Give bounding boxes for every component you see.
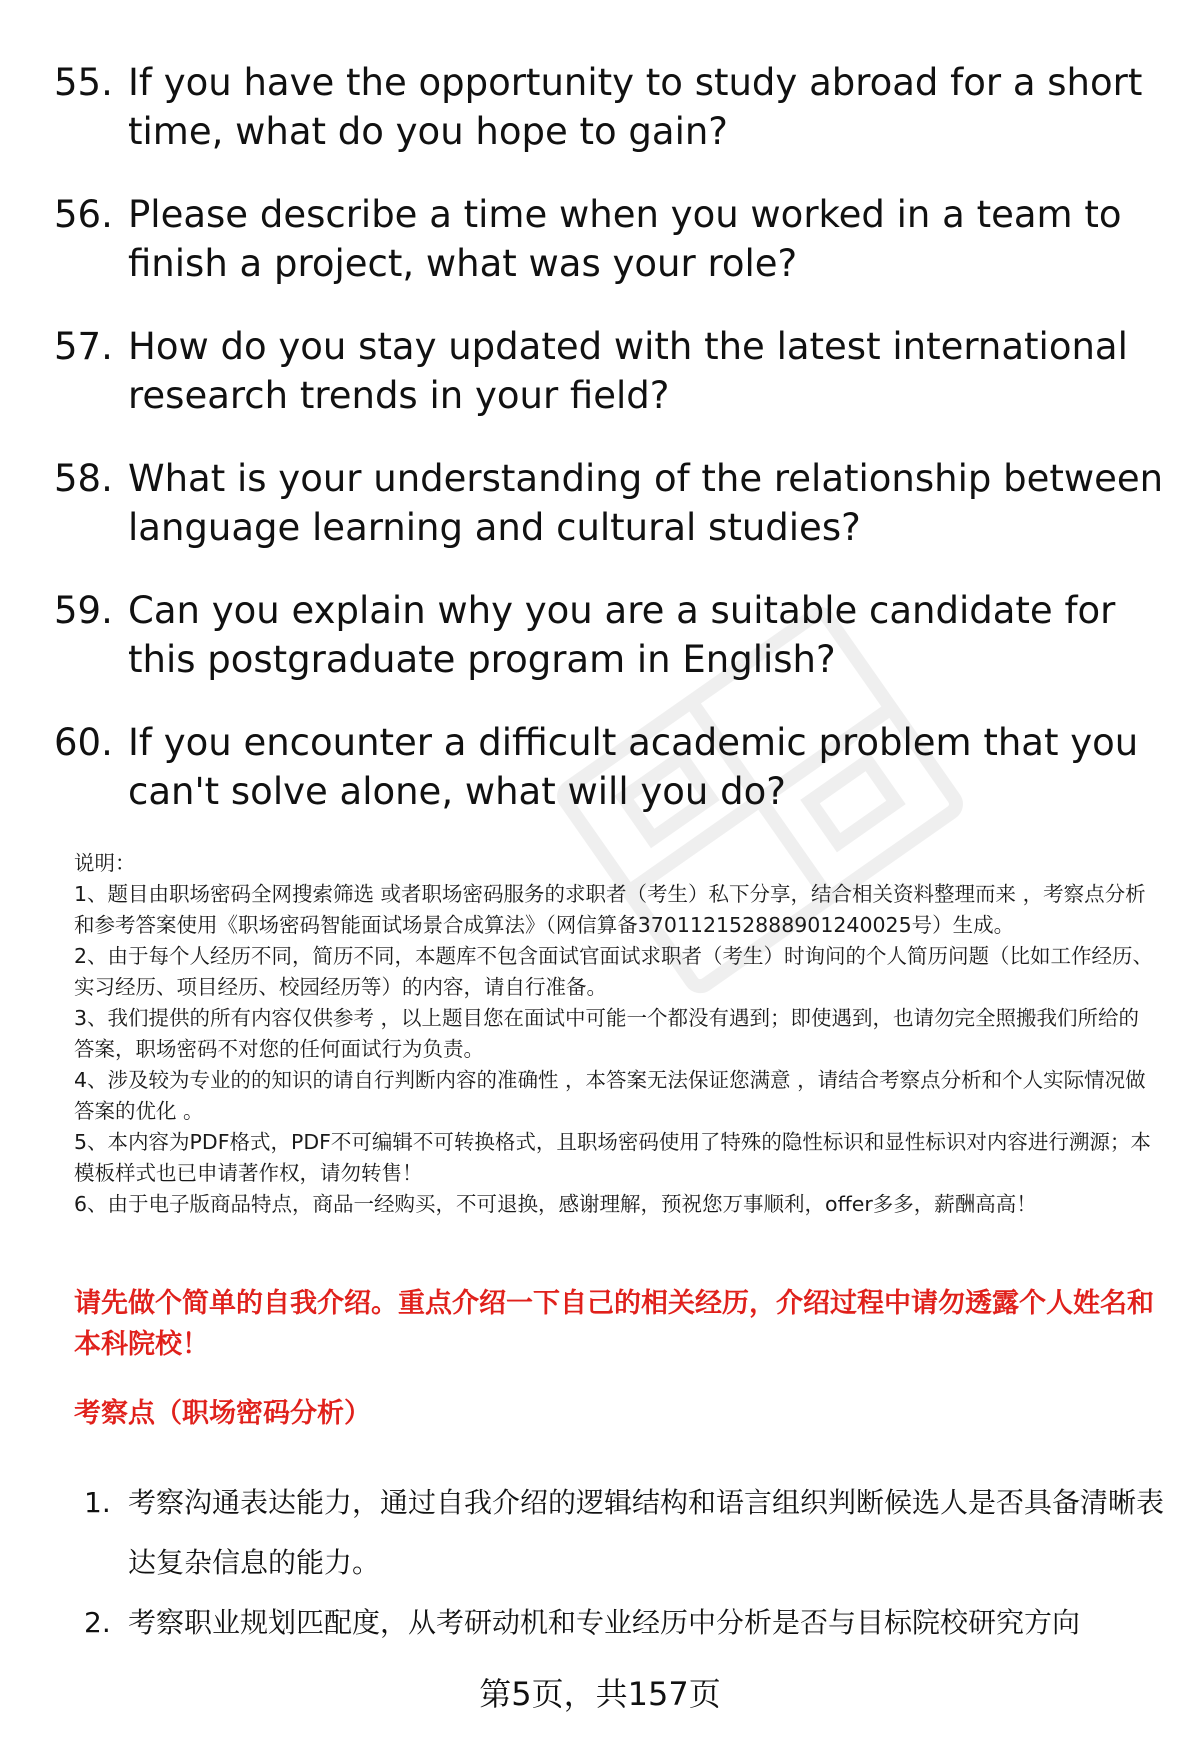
- point-number: 1.: [84, 1486, 111, 1519]
- analysis-points: [84, 1473, 1164, 1653]
- question-number: 56.: [54, 193, 113, 236]
- notes-item: 2、由于每个人经历不同，简历不同，本题库不包含面试官面试求职者（考生）时询问的个人简历问题（比如工作经历、实习经历、项目经历、校园经历等）的内容，请自行准备。: [74, 944, 1154, 999]
- question-text: Can you explain why you are a suitable candidate for this postgraduate program in English?: [128, 589, 1116, 681]
- question-item: [54, 454, 1164, 552]
- question-number: 60.: [54, 721, 113, 764]
- question-item: [54, 190, 1164, 288]
- notes-item: 5、本内容为PDF格式，PDF不可编辑不可转换格式，且职场密码使用了特殊的隐性标识和显性标识对内容进行溯源；本模板样式也已申请著作权，请勿转售！: [74, 1130, 1151, 1185]
- question-number: 55.: [54, 61, 113, 104]
- page-footer: 第5页，共157页: [479, 1675, 721, 1713]
- point-number: 2.: [84, 1606, 111, 1639]
- question-text: How do you stay updated with the latest international research trends in your field?: [128, 325, 1128, 417]
- analysis-point: [84, 1473, 1164, 1593]
- point-text: 考察沟通表达能力，通过自我介绍的逻辑结构和语言组织判断候选人是否具备清晰表达复杂信息的能力。: [128, 1486, 1165, 1579]
- question-list: [54, 58, 1164, 850]
- analysis-point: [84, 1593, 1164, 1653]
- question-item: [54, 58, 1164, 156]
- notes-item: 6、由于电子版商品特点，商品一经购买，不可退换，感谢理解，预祝您万事顺利，offer多多，薪酬高高！: [74, 1192, 1037, 1216]
- question-text: Please describe a time when you worked in a team to finish a project, what was your role?: [128, 193, 1122, 285]
- notes-item: 4、涉及较为专业的的知识的请自行判断内容的准确性 ，本答案无法保证您满意 ，请结合考察点分析和个人实际情况做答案的优化 。: [74, 1068, 1146, 1123]
- question-text: If you have the opportunity to study abroad for a short time, what do you hope to gain?: [128, 61, 1143, 153]
- notes-item: 3、我们提供的所有内容仅供参考 ，以上题目您在面试中可能一个都没有遇到；即使遇到，也请勿完全照搬我们所给的答案，职场密码不对您的任何面试行为负责。: [74, 1006, 1140, 1061]
- question-text: If you encounter a difficult academic problem that you can't solve alone, what will you do?: [128, 721, 1139, 813]
- notes-title: 说明：: [74, 851, 136, 875]
- notes-section: [74, 848, 1154, 1220]
- question-item: [54, 718, 1164, 816]
- question-item: [54, 322, 1164, 420]
- notes-item: 1、题目由职场密码全网搜索筛选 或者职场密码服务的求职者（考生）私下分享，结合相关资料整理而来 ，考察点分析和参考答案使用《职场密码智能面试场景合成算法》（网信算备370112152888901240025号）生成。: [74, 882, 1146, 937]
- question-item: [54, 586, 1164, 684]
- question-number: 57.: [54, 325, 113, 368]
- question-text: What is your understanding of the relationship between language learning and cultural studies?: [128, 457, 1164, 549]
- analysis-heading: 考察点（职场密码分析）: [74, 1398, 371, 1429]
- question-number: 59.: [54, 589, 113, 632]
- point-text: 考察职业规划匹配度，从考研动机和专业经历中分析是否与目标院校研究方向: [128, 1606, 1081, 1639]
- prompt-heading: 请先做个简单的自我介绍。重点介绍一下自己的相关经历，介绍过程中请勿透露个人姓名和本科院校！: [74, 1288, 1154, 1360]
- question-number: 58.: [54, 457, 113, 500]
